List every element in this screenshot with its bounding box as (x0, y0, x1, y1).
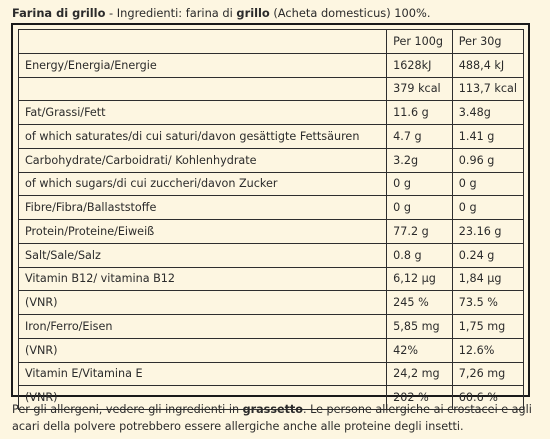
per-30g-cell: 1.41 g (452, 125, 523, 149)
per-30g-cell: 7,26 mg (452, 362, 523, 386)
per-100g-cell: 4.7 g (387, 125, 453, 149)
nutrient-label-cell: (VNR) (19, 338, 387, 362)
per-100g-cell: 5,85 mg (387, 315, 453, 339)
table-row (19, 315, 524, 339)
table-row (19, 53, 524, 77)
per-30g-cell: 0.96 g (452, 148, 523, 172)
per-100g-cell: 0.8 g (387, 243, 453, 267)
nutrient-label-cell (19, 77, 387, 101)
per-100g-cell: 3.2g (387, 148, 453, 172)
table-row (19, 362, 524, 386)
per-30g-cell: 12.6% (452, 338, 523, 362)
table-row (19, 77, 524, 101)
nutrient-label-cell: Fat/Grassi/Fett (19, 101, 387, 125)
per-30g-cell: 0.24 g (452, 243, 523, 267)
per-100g-cell: 6,12 µg (387, 267, 453, 291)
nutrient-label-cell: of which sugars/di cui zuccheri/davon Zucker (19, 172, 387, 196)
ingredients-prefix: - Ingredienti: farina di (105, 6, 237, 20)
table-row (19, 291, 524, 315)
per-100g-cell: 0 g (387, 172, 453, 196)
nutrient-label-cell: of which saturates/di cui saturi/davon gesättigte Fettsäuren (19, 125, 387, 149)
allergen-note-suffix: . Le persone allergiche ai crostacei e agli acari della polvere potrebbero essere allergiche anche alle proteine degli insetti. (12, 403, 532, 433)
per-100g-cell: Per 100g (387, 30, 453, 54)
per-30g-cell: 60.6 % (452, 386, 523, 410)
nutrient-label-cell: Protein/Proteine/Eiweiß (19, 220, 387, 244)
per-30g-cell: 1,84 µg (452, 267, 523, 291)
per-30g-cell: 0 g (452, 172, 523, 196)
table-row (19, 267, 524, 291)
nutrient-label-cell: (VNR) (19, 386, 387, 410)
per-30g-cell: Per 30g (452, 30, 523, 54)
ingredient-name: grillo (236, 6, 270, 20)
ingredients-suffix: (Acheta domesticus) 100%. (269, 6, 431, 20)
per-100g-cell: 202 % (387, 386, 453, 410)
table-row (19, 172, 524, 196)
per-100g-cell: 77.2 g (387, 220, 453, 244)
nutrient-label-cell: Carbohydrate/Carboidrati/ Kohlenhydrate (19, 148, 387, 172)
table-row (19, 101, 524, 125)
table-row (19, 125, 524, 149)
nutrition-table-frame (11, 23, 530, 405)
per-30g-cell: 488,4 kJ (452, 53, 523, 77)
nutrient-label-cell: Iron/Ferro/Eisen (19, 315, 387, 339)
table-row (19, 148, 524, 172)
per-100g-cell: 24,2 mg (387, 362, 453, 386)
nutrient-label-cell: (VNR) (19, 291, 387, 315)
per-100g-cell: 379 kcal (387, 77, 453, 101)
table-row (19, 338, 524, 362)
per-100g-cell: 245 % (387, 291, 453, 315)
per-100g-cell: 11.6 g (387, 101, 453, 125)
nutrient-label-cell: Vitamin B12/ vitamina B12 (19, 267, 387, 291)
per-30g-cell: 3.48g (452, 101, 523, 125)
table-row (19, 196, 524, 220)
allergen-note-bold: grassetto (242, 403, 303, 416)
per-30g-cell: 1,75 mg (452, 315, 523, 339)
per-30g-cell: 23.16 g (452, 220, 523, 244)
nutrient-label-cell: Salt/Sale/Salz (19, 243, 387, 267)
nutrient-label-cell (19, 30, 387, 54)
per-30g-cell: 113,7 kcal (452, 77, 523, 101)
per-100g-cell: 0 g (387, 196, 453, 220)
nutrition-table (18, 29, 524, 410)
allergen-note-prefix: Per gli allergeni, vedere gli ingredienti in (12, 403, 243, 416)
nutrient-label-cell: Fibre/Fibra/Ballaststoffe (19, 196, 387, 220)
per-30g-cell: 0 g (452, 196, 523, 220)
nutrient-label-cell: Vitamin E/Vitamina E (19, 362, 387, 386)
table-row (19, 243, 524, 267)
per-30g-cell: 73.5 % (452, 291, 523, 315)
per-100g-cell: 1628kJ (387, 53, 453, 77)
product-name: Farina di grillo (12, 6, 106, 20)
allergen-note (12, 401, 542, 435)
product-header (12, 6, 542, 20)
per-100g-cell: 42% (387, 338, 453, 362)
table-row (19, 220, 524, 244)
table-header-row (19, 30, 524, 54)
nutrient-label-cell: Energy/Energia/Energie (19, 53, 387, 77)
